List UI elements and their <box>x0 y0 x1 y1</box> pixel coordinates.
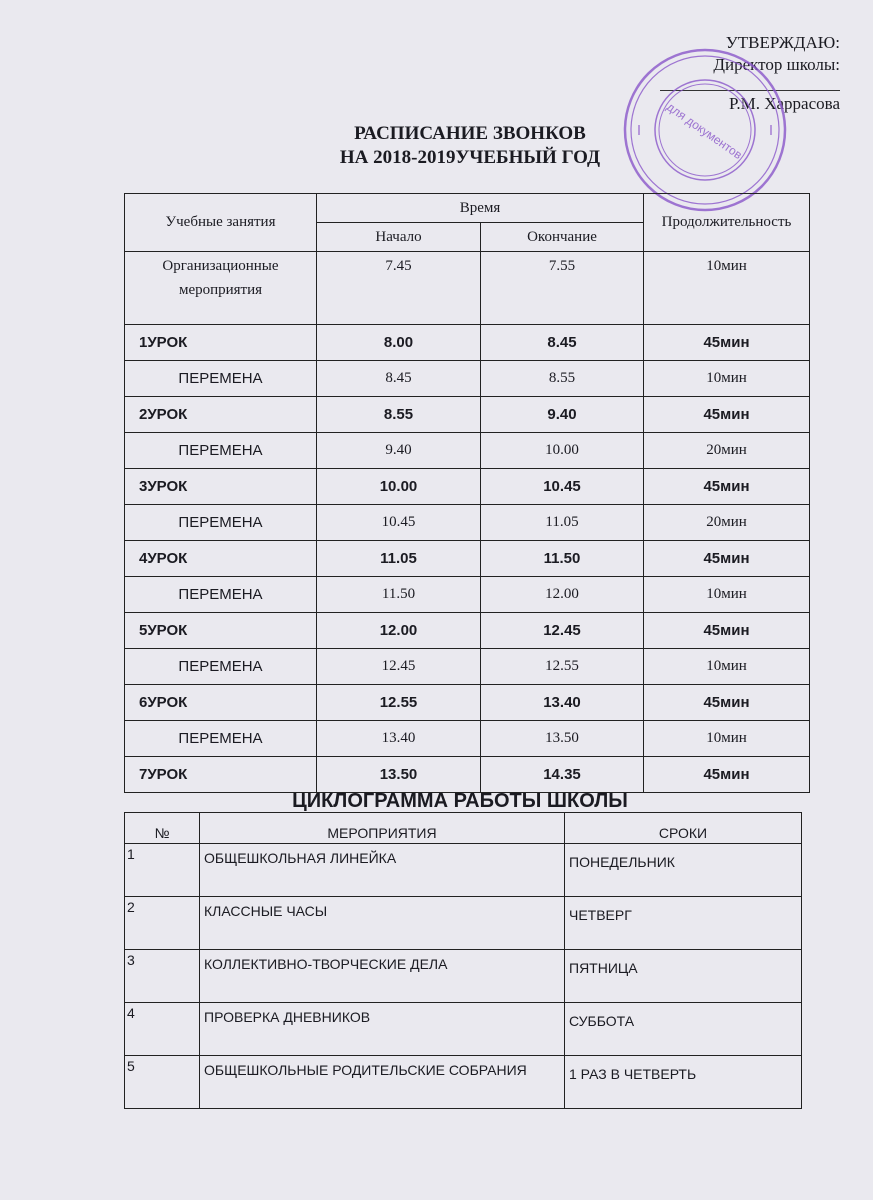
header-end: Окончание <box>481 223 644 252</box>
row-name: Организационные мероприятия <box>125 252 317 325</box>
row-event: КОЛЛЕКТИВНО-ТВОРЧЕСКИЕ ДЕЛА <box>200 950 565 1003</box>
row-start: 10.00 <box>317 469 481 505</box>
table-row <box>125 649 810 685</box>
row-term: ПОНЕДЕЛЬНИК <box>565 844 802 897</box>
table-row <box>125 397 810 433</box>
table-row <box>125 685 810 721</box>
row-name: 1УРОК <box>125 325 317 361</box>
row-event: ОБЩЕШКОЛЬНАЯ ЛИНЕЙКА <box>200 844 565 897</box>
row-name: 3УРОК <box>125 469 317 505</box>
bell-schedule-table <box>124 193 810 793</box>
approval-position: Директор школы: <box>713 55 840 74</box>
row-duration: 45мин <box>644 757 810 793</box>
row-duration: 10мин <box>644 252 810 325</box>
row-end: 13.40 <box>481 685 644 721</box>
row-duration: 45мин <box>644 541 810 577</box>
row-event: ОБЩЕШКОЛЬНЫЕ РОДИТЕЛЬСКИЕ СОБРАНИЯ <box>200 1056 565 1109</box>
table-row <box>125 1056 802 1109</box>
row-duration: 45мин <box>644 685 810 721</box>
row-duration: 45мин <box>644 469 810 505</box>
row-name: 2УРОК <box>125 397 317 433</box>
cycle-table <box>124 812 802 1109</box>
row-duration: 10мин <box>644 577 810 613</box>
row-num: 4 <box>125 1003 200 1056</box>
row-term: СУББОТА <box>565 1003 802 1056</box>
row-name: ПЕРЕМЕНА <box>125 721 317 757</box>
row-name: 7УРОК <box>125 757 317 793</box>
approval-name: Р.М. Харрасова <box>729 94 840 113</box>
row-num: 1 <box>125 844 200 897</box>
header-event: МЕРОПРИЯТИЯ <box>200 813 565 844</box>
header-duration: Продолжительность <box>644 194 810 252</box>
row-end: 14.35 <box>481 757 644 793</box>
row-end: 10.00 <box>481 433 644 469</box>
row-end: 9.40 <box>481 397 644 433</box>
table-row <box>125 897 802 950</box>
row-start: 7.45 <box>317 252 481 325</box>
table-row <box>125 1003 802 1056</box>
row-event: КЛАССНЫЕ ЧАСЫ <box>200 897 565 950</box>
header-start: Начало <box>317 223 481 252</box>
approval-heading: УТВЕРЖДАЮ: <box>725 33 840 52</box>
row-start: 13.50 <box>317 757 481 793</box>
table-row <box>125 757 810 793</box>
row-start: 11.50 <box>317 577 481 613</box>
table-row <box>125 541 810 577</box>
table-row <box>125 361 810 397</box>
row-duration: 20мин <box>644 433 810 469</box>
table-row <box>125 577 810 613</box>
row-start: 8.55 <box>317 397 481 433</box>
row-end: 11.50 <box>481 541 644 577</box>
table-row <box>125 844 802 897</box>
header-activity: Учебные занятия <box>125 194 317 252</box>
table-row <box>125 721 810 757</box>
row-end: 12.00 <box>481 577 644 613</box>
row-num: 3 <box>125 950 200 1003</box>
row-end: 11.05 <box>481 505 644 541</box>
row-name: ПЕРЕМЕНА <box>125 577 317 613</box>
row-end: 10.45 <box>481 469 644 505</box>
title-line-1: РАСПИСАНИЕ ЗВОНКОВ <box>354 123 586 144</box>
row-name: ПЕРЕМЕНА <box>125 433 317 469</box>
row-name: ПЕРЕМЕНА <box>125 361 317 397</box>
row-name: 6УРОК <box>125 685 317 721</box>
row-start: 11.05 <box>317 541 481 577</box>
row-duration: 10мин <box>644 649 810 685</box>
header-num: № <box>125 813 200 844</box>
row-num: 2 <box>125 897 200 950</box>
table-row <box>125 325 810 361</box>
row-end: 8.55 <box>481 361 644 397</box>
table-row <box>125 252 810 325</box>
table-row <box>125 469 810 505</box>
row-end: 12.55 <box>481 649 644 685</box>
row-end: 7.55 <box>481 252 644 325</box>
row-start: 12.55 <box>317 685 481 721</box>
table-row <box>125 950 802 1003</box>
row-duration: 45мин <box>644 613 810 649</box>
table-row <box>125 433 810 469</box>
row-start: 12.45 <box>317 649 481 685</box>
page-title <box>290 122 650 170</box>
row-duration: 20мин <box>644 505 810 541</box>
row-end: 12.45 <box>481 613 644 649</box>
row-term: 1 РАЗ В ЧЕТВЕРТЬ <box>565 1056 802 1109</box>
table-row <box>125 613 810 649</box>
row-event: ПРОВЕРКА ДНЕВНИКОВ <box>200 1003 565 1056</box>
row-start: 9.40 <box>317 433 481 469</box>
row-duration: 45мин <box>644 397 810 433</box>
row-start: 8.00 <box>317 325 481 361</box>
row-name: ПЕРЕМЕНА <box>125 505 317 541</box>
header-term: СРОКИ <box>565 813 802 844</box>
row-duration: 45мин <box>644 325 810 361</box>
row-end: 13.50 <box>481 721 644 757</box>
table-row <box>125 505 810 541</box>
stamp-text: для документов <box>664 99 745 163</box>
row-start: 8.45 <box>317 361 481 397</box>
row-duration: 10мин <box>644 721 810 757</box>
header-time: Время <box>317 194 644 223</box>
row-duration: 10мин <box>644 361 810 397</box>
cycle-title: ЦИКЛОГРАММА РАБОТЫ ШКОЛЫ <box>292 790 628 812</box>
row-num: 5 <box>125 1056 200 1109</box>
row-end: 8.45 <box>481 325 644 361</box>
row-start: 12.00 <box>317 613 481 649</box>
row-start: 10.45 <box>317 505 481 541</box>
row-start: 13.40 <box>317 721 481 757</box>
row-name: ПЕРЕМЕНА <box>125 649 317 685</box>
row-term: ПЯТНИЦА <box>565 950 802 1003</box>
row-term: ЧЕТВЕРГ <box>565 897 802 950</box>
row-name: 5УРОК <box>125 613 317 649</box>
row-name: 4УРОК <box>125 541 317 577</box>
title-line-2: НА 2018-2019УЧЕБНЫЙ ГОД <box>339 147 601 168</box>
